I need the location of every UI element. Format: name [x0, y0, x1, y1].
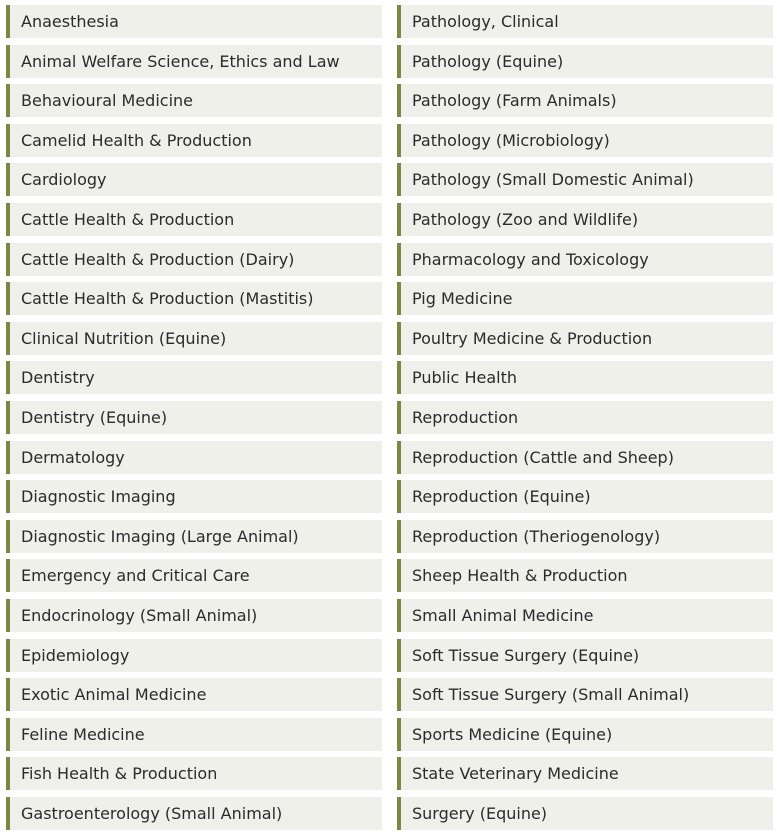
specialty-link[interactable]: Emergency and Critical Care [6, 559, 382, 592]
specialty-link[interactable]: Pathology (Small Domestic Animal) [397, 163, 773, 196]
specialty-link[interactable]: Diagnostic Imaging [6, 480, 382, 513]
specialty-link[interactable]: Surgery (Equine) [397, 797, 773, 830]
specialty-link[interactable]: Cattle Health & Production [6, 203, 382, 236]
specialty-link[interactable]: Soft Tissue Surgery (Small Animal) [397, 678, 773, 711]
specialty-link[interactable]: Pathology (Microbiology) [397, 124, 773, 157]
specialty-link[interactable]: Pig Medicine [397, 282, 773, 315]
specialty-link[interactable]: Sports Medicine (Equine) [397, 718, 773, 751]
specialty-link[interactable]: Poultry Medicine & Production [397, 322, 773, 355]
specialty-link[interactable]: Endocrinology (Small Animal) [6, 599, 382, 632]
specialty-link[interactable]: Feline Medicine [6, 718, 382, 751]
specialty-link[interactable]: State Veterinary Medicine [397, 757, 773, 790]
specialty-link[interactable]: Dentistry (Equine) [6, 401, 382, 434]
specialty-link[interactable]: Gastroenterology (Small Animal) [6, 797, 382, 830]
specialty-link[interactable]: Dentistry [6, 361, 382, 394]
specialty-link[interactable]: Reproduction (Cattle and Sheep) [397, 441, 773, 474]
specialty-link[interactable]: Anaesthesia [6, 5, 382, 38]
specialty-link[interactable]: Small Animal Medicine [397, 599, 773, 632]
specialty-link[interactable]: Behavioural Medicine [6, 84, 382, 117]
specialty-link[interactable]: Cardiology [6, 163, 382, 196]
specialty-link[interactable]: Soft Tissue Surgery (Equine) [397, 639, 773, 672]
specialty-link[interactable]: Diagnostic Imaging (Large Animal) [6, 520, 382, 553]
specialty-link[interactable]: Camelid Health & Production [6, 124, 382, 157]
specialty-link[interactable]: Fish Health & Production [6, 757, 382, 790]
specialty-link[interactable]: Cattle Health & Production (Dairy) [6, 243, 382, 276]
specialty-link[interactable]: Public Health [397, 361, 773, 394]
specialty-link[interactable]: Reproduction [397, 401, 773, 434]
specialty-link[interactable]: Exotic Animal Medicine [6, 678, 382, 711]
specialty-link[interactable]: Sheep Health & Production [397, 559, 773, 592]
specialty-link[interactable]: Pharmacology and Toxicology [397, 243, 773, 276]
specialty-link[interactable]: Animal Welfare Science, Ethics and Law [6, 45, 382, 78]
specialty-link[interactable]: Pathology (Zoo and Wildlife) [397, 203, 773, 236]
specialty-link[interactable]: Pathology (Farm Animals) [397, 84, 773, 117]
specialty-link[interactable]: Dermatology [6, 441, 382, 474]
specialty-link[interactable]: Pathology (Equine) [397, 45, 773, 78]
specialty-link[interactable]: Cattle Health & Production (Mastitis) [6, 282, 382, 315]
specialty-link[interactable]: Clinical Nutrition (Equine) [6, 322, 382, 355]
specialty-link[interactable]: Epidemiology [6, 639, 382, 672]
specialty-link[interactable]: Reproduction (Theriogenology) [397, 520, 773, 553]
specialty-link[interactable]: Pathology, Clinical [397, 5, 773, 38]
specialty-link[interactable]: Reproduction (Equine) [397, 480, 773, 513]
